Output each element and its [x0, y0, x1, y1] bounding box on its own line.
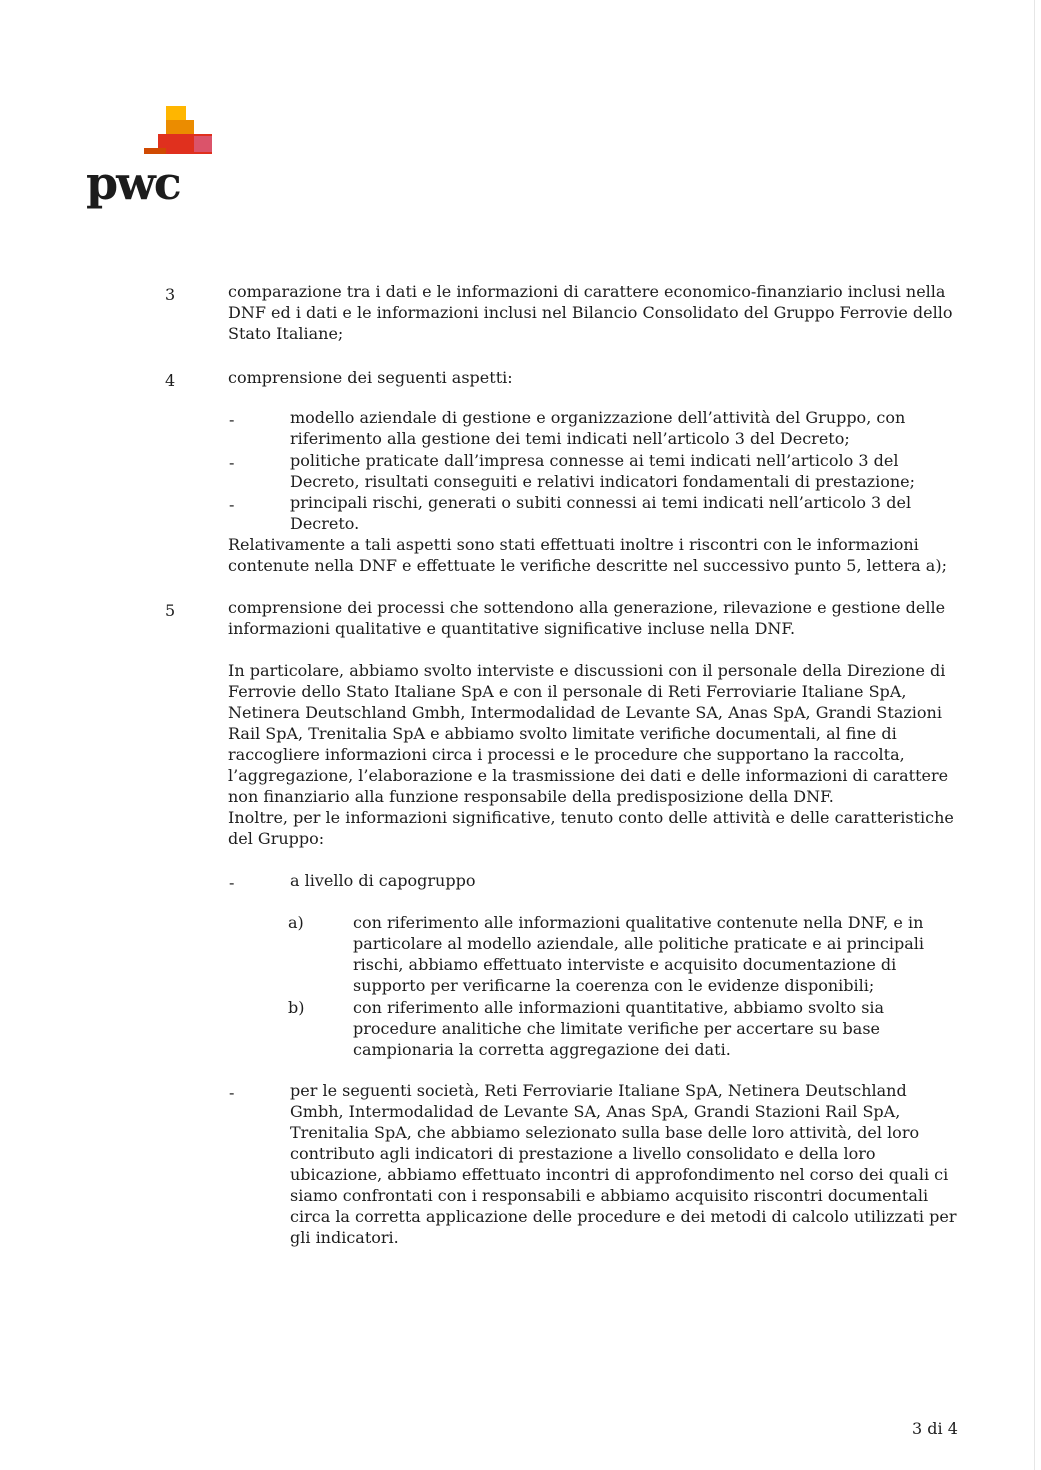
pwc-logo-text: pwc [86, 156, 180, 210]
sub-item-text: con riferimento alle informazioni quantitative, abbiamo svolto sia procedure analitiche che limitate verifiche per accertare su base campionaria la corretta aggregazione dei dati. [353, 998, 885, 1059]
bullet-text: a livello di capogruppo [290, 871, 476, 890]
item-text: comprensione dei processi che sottendono alla generazione, rilevazione e gestione delle informazioni qualitative e quantitative significative incluse nella DNF. [228, 598, 946, 638]
item-text: comparazione tra i dati e le informazioni di carattere economico-finanziario inclusi nella DNF ed i dati e le informazioni inclusi nel Bilancio Consolidato del Gruppo Ferrovie dello Stato Italiane; [228, 282, 953, 343]
sub-item-label: a) [288, 913, 304, 932]
bullet-dash: - [229, 873, 235, 892]
bullet-dash: - [229, 410, 235, 429]
page-number: 3 di 4 [912, 1419, 958, 1438]
item-number: 4 [165, 371, 176, 390]
bullet-dash: - [229, 495, 235, 514]
paragraph: In particolare, abbiamo svolto interviste e discussioni con il personale della Direzione di Ferrovie dello Stato Italiane SpA e con il personale di Reti Ferroviarie Italiane SpA, Netinera Deutschland Gmbh, Intermodalidad de Levante SA, Anas SpA, Grandi Stazioni Rail SpA, Trenitalia SpA e abbiamo svolto limitate verifiche documentali, al fine di raccogliere informazioni circa i processi e le procedure che supportano la raccolta, l’aggregazione, l’elaborazione e la trasmissione dei dati e delle informazioni di carattere non finanziario alla funzione responsabile della predisposizione della DNF. [228, 661, 949, 806]
item-text: comprensione dei seguenti aspetti: [228, 368, 513, 387]
sub-item-text: con riferimento alle informazioni qualitative contenute nella DNF, e in particolare al modello aziendale, alle politiche praticate e ai principali rischi, abbiamo effettuato interviste e acquisito documentazione di supporto per verificarne la coerenza con le evidenze disponibili; [353, 913, 925, 995]
bullet-text: modello aziendale di gestione e organizzazione dell’attività del Gruppo, con riferimento alla gestione dei temi indicati nell’articolo 3 del Decreto; [290, 408, 906, 448]
sub-item-label: b) [288, 998, 305, 1017]
bullet-text: politiche praticate dall’impresa connesse ai temi indicati nell’articolo 3 del Decreto, risultati conseguiti e relativi indicatori fondamentali di prestazione; [290, 451, 915, 491]
pwc-logo [86, 106, 216, 216]
item-number: 5 [165, 601, 176, 620]
item-number: 3 [165, 285, 176, 304]
pwc-logo-mark [86, 106, 216, 160]
page-edge [1034, 0, 1035, 1470]
bullet-text: principali rischi, generati o subiti connessi ai temi indicati nell’articolo 3 del Decreto. [290, 493, 912, 533]
paragraph: Inoltre, per le informazioni significative, tenuto conto delle attività e delle caratteristiche del Gruppo: [228, 808, 954, 848]
bullet-text: per le seguenti società, Reti Ferroviarie Italiane SpA, Netinera Deutschland Gmbh, Intermodalidad de Levante SA, Anas SpA, Grandi Stazioni Rail SpA, Trenitalia SpA, che abbiamo selezionato sulla base delle loro attività, del loro contributo agli indicatori di prestazione a livello consolidato e della loro ubicazione, abbiamo effettuato incontri di approfondimento nel corso dei quali ci siamo confrontati con i responsabili e abbiamo acquisito riscontri documentali circa la corretta applicazione delle procedure e dei metodi di calcolo utilizzati per gli indicatori. [290, 1081, 957, 1247]
item-note: Relativamente a tali aspetti sono stati effettuati inoltre i riscontri con le informazioni contenute nella DNF e effettuate le verifiche descritte nel successivo punto 5, lettera a); [228, 535, 947, 575]
bullet-dash: - [229, 453, 235, 472]
bullet-dash: - [229, 1083, 235, 1102]
